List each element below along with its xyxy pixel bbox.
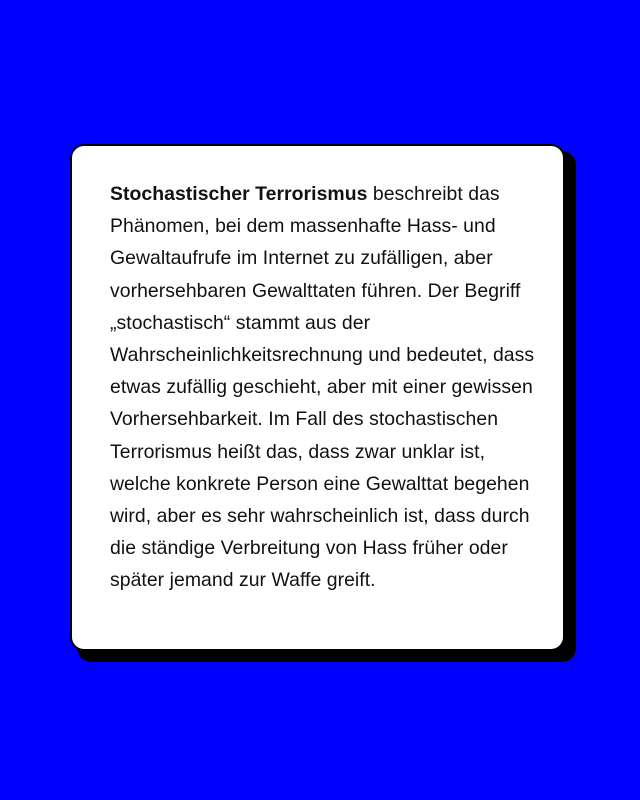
definition-term: Stochastischer Terrorismus (110, 183, 368, 205)
definition-card (70, 144, 565, 651)
definition-text (110, 178, 542, 597)
definition-body: beschreibt das Phänomen, bei dem massenhafte Hass- und Gewaltaufrufe im Internet zu zufälligen, aber vorhersehbaren Gewalttaten führen. Der Begriff „stochastisch“ stammt aus der Wahrscheinlichkeitsrechnung und bedeutet, dass etwas zufällig geschieht, aber mit einer gewissen Vorhersehbarkeit. Im Fall des stochastischen Terrorismus heißt das, dass zwar unklar ist, welche konkrete Person eine Gewalttat begehen wird, aber es sehr wahrscheinlich ist, dass durch die ständige Verbreitung von Hass früher oder später jemand zur Waffe greift. (110, 183, 535, 592)
